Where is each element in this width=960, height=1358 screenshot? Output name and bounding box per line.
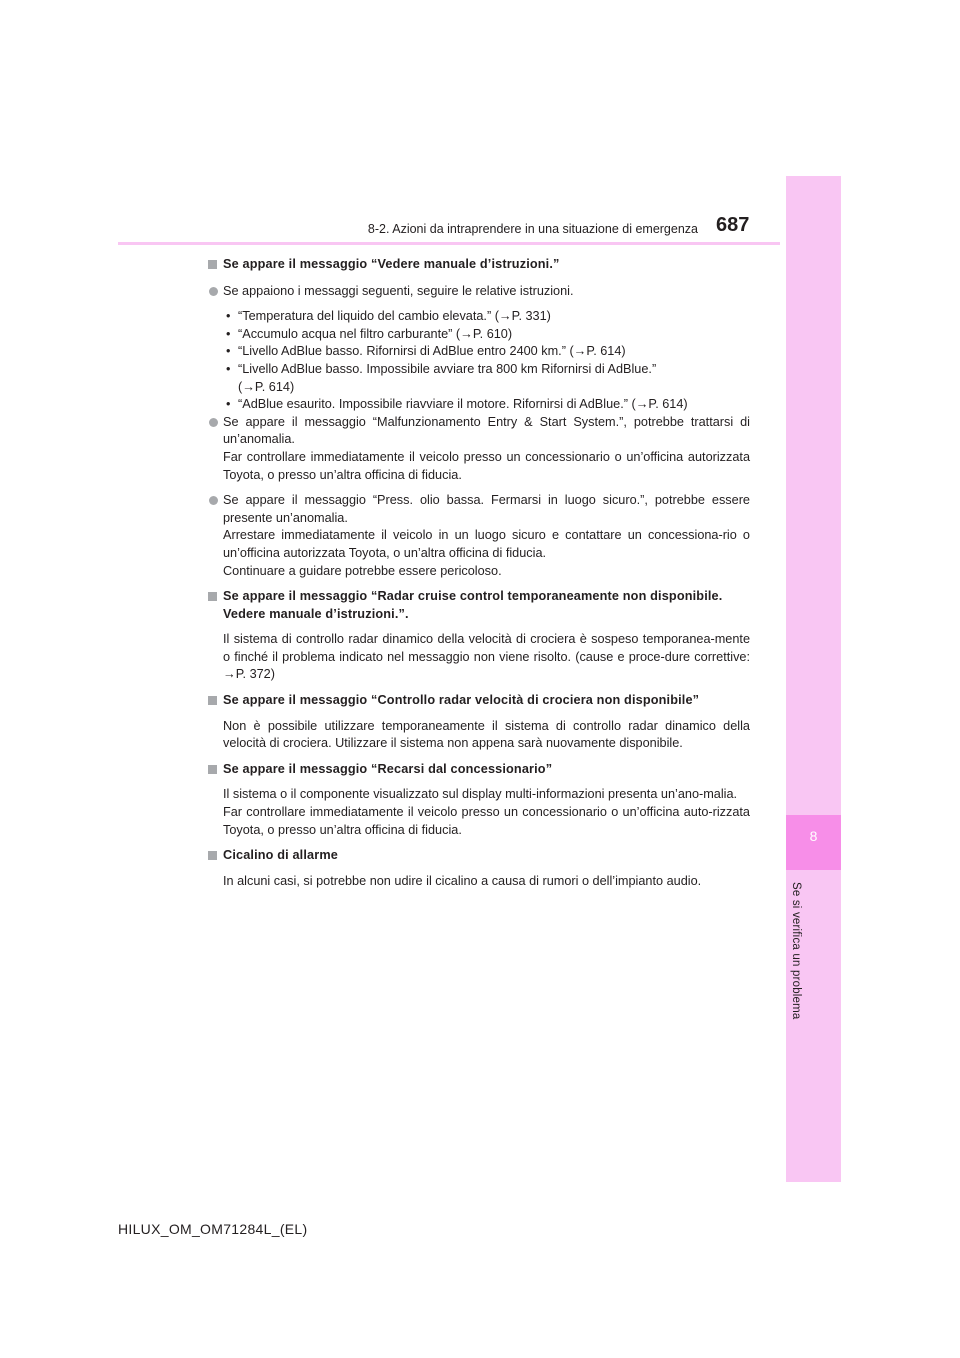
section-heading bbox=[208, 692, 750, 710]
message-list bbox=[208, 308, 750, 414]
section-heading bbox=[208, 847, 750, 865]
section-heading bbox=[208, 761, 750, 779]
square-bullet-icon bbox=[208, 851, 217, 860]
section-header: 8-2. Azioni da intraprendere in una situazione di emergenza bbox=[367, 222, 698, 236]
heading-text: Se appare il messaggio “Controllo radar velocità di crociera non disponibile” bbox=[223, 693, 700, 708]
square-bullet-icon bbox=[208, 260, 217, 269]
bullet-text: Se appare il messaggio “Malfunzionamento Entry & Start System.”, potrebbe trattarsi di un’anomalia. bbox=[223, 414, 750, 447]
bullet-text: Far controllare immediatamente il veicolo presso un concessionario o un’officina autorizzata Toyota, o presso un’altra officina di fiducia. bbox=[223, 449, 750, 482]
section-body bbox=[208, 786, 750, 839]
list-item: • “Temperatura del liquido del cambio elevata.” (→P. 331) bbox=[226, 308, 750, 326]
header-rule bbox=[118, 242, 780, 245]
square-bullet-icon bbox=[208, 696, 217, 705]
bullet-text: Se appaiono i messaggi seguenti, seguire le relative istruzioni. bbox=[223, 283, 574, 298]
circle-bullet-icon bbox=[209, 496, 218, 505]
list-item: • “AdBlue esaurito. Impossibile riavviare il motore. Rifornirsi di AdBlue.” (→P. 614) bbox=[226, 396, 750, 414]
list-item bbox=[226, 361, 750, 396]
section-body: Non è possibile utilizzare temporaneamente il sistema di controllo radar dinamico della velocità di crociera. Utilizzare il sistema non appena sarà nuovamente disponibile. bbox=[223, 718, 750, 751]
circle-bullet-icon bbox=[209, 287, 218, 296]
bullet-item bbox=[208, 414, 750, 484]
bullet-item bbox=[208, 492, 750, 580]
section-heading bbox=[208, 256, 750, 274]
heading-text: Se appare il messaggio “Recarsi dal concessionario” bbox=[223, 761, 553, 776]
chapter-side-tab bbox=[786, 176, 841, 1182]
circle-bullet-icon bbox=[209, 418, 218, 427]
bullet-text: Se appare il messaggio “Press. olio bassa. Fermarsi in luogo sicuro.”, potrebbe essere presente un’anomalia. bbox=[223, 493, 750, 525]
heading-text: Se appare il messaggio “Vedere manuale d’istruzioni.” bbox=[223, 257, 560, 271]
section-body: In alcuni casi, si potrebbe non udire il cicalino a causa di rumori o dell’impianto audio. bbox=[223, 873, 702, 888]
square-bullet-icon bbox=[208, 592, 217, 601]
document-code: HILUX_OM_OM71284L_(EL) bbox=[118, 1221, 308, 1237]
heading-text: Cicalino di allarme bbox=[223, 848, 338, 863]
list-item-line: • “Livello AdBlue basso. Impossibile avviare tra 800 km Rifornirsi di AdBlue.” bbox=[238, 361, 657, 376]
heading-text: Se appare il messaggio “Radar cruise control temporaneamente non disponibile. Vedere manuale d’istruzioni.”. bbox=[223, 589, 723, 621]
list-item: • “Accumulo acqua nel filtro carburante” (→P. 610) bbox=[226, 326, 750, 344]
page-content bbox=[208, 256, 750, 890]
body-paragraph: Far controllare immediatamente il veicolo presso un concessionario o un’officina auto-rizzata Toyota, o presso un’altra officina di fiducia. bbox=[223, 805, 750, 837]
list-item-line: (→P. 614) bbox=[238, 379, 295, 394]
body-paragraph: Il sistema o il componente visualizzato sul display multi-informazioni presenta un’ano-malia. bbox=[223, 787, 738, 802]
chapter-number: 8 bbox=[809, 828, 818, 844]
bullet-item bbox=[208, 283, 750, 301]
bullet-text: Continuare a guidare potrebbe essere pericoloso. bbox=[223, 563, 502, 578]
section-heading bbox=[208, 588, 750, 623]
square-bullet-icon bbox=[208, 765, 217, 774]
chapter-title: Se si verifica un problema bbox=[790, 882, 802, 1020]
page-number: 687 bbox=[716, 214, 750, 236]
list-item: • “Livello AdBlue basso. Rifornirsi di AdBlue entro 2400 km.” (→P. 614) bbox=[226, 343, 750, 361]
section-body: Il sistema di controllo radar dinamico della velocità di crociera è sospeso temporanea-mente o finché il problema indicato nel messaggio non viene risolto. (cause e proce-dure correttive: →P. 372) bbox=[223, 632, 750, 682]
bullet-text: Arrestare immediatamente il veicolo in un luogo sicuro e contattare un concessiona-rio o un’officina autorizzata Toyota, o un’altra officina di fiducia. bbox=[223, 528, 750, 560]
